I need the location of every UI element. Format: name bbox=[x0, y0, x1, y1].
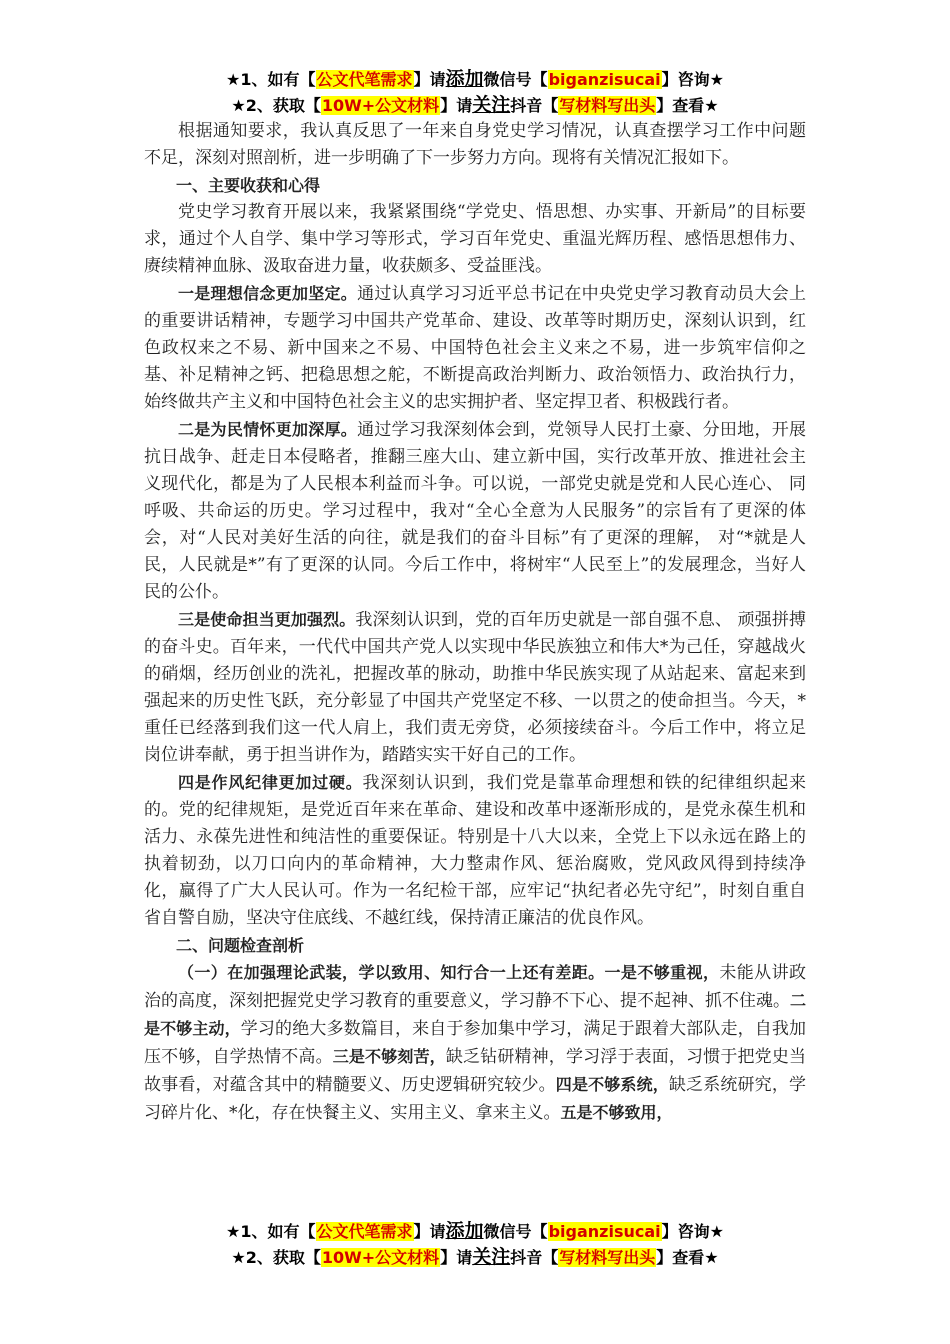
banner-line-2 bbox=[0, 1244, 950, 1270]
paragraph-text: 学习的绝大多数篇目，来自于参加集中学习，满足于跟着大部队走，自我加压不够，自学热情不高。 bbox=[144, 1019, 806, 1067]
banner-highlight: 10W+公文材料 bbox=[321, 96, 440, 115]
paragraph-text: 通过认真学习习近平总书记在中央党史学习教育动员大会上的重要讲话精神，专题学习中国共产党革命、建设、改革等时期历史，深刻认识到，红色政权来之不易、新中国来之不易、中国特色社会主义来之不易，进一步筑牢信仰之基、补足精神之钙、把稳思想之舵，不断提高政治判断力、政治领悟力、政治执行力，始终做共产主义和中国特色社会主义的忠实拥护者、坚定捍卫者、积极践行者。 bbox=[144, 284, 806, 412]
footer-banner bbox=[0, 1218, 950, 1270]
banner-emphasis: 关注 bbox=[472, 1246, 511, 1268]
section-heading-1: 一、主要收获和心得 bbox=[176, 176, 321, 195]
banner-text: ★1、如有【 bbox=[226, 1222, 316, 1241]
paragraph bbox=[144, 959, 806, 1127]
banner-highlight: 公文代笔需求 bbox=[316, 70, 413, 89]
banner-text: 】查看★ bbox=[656, 96, 719, 115]
banner-highlight: 写材料写出头 bbox=[559, 96, 656, 115]
lead-phrase: 五是不够致用， bbox=[560, 1103, 673, 1122]
section-heading-2: 二、问题检查剖析 bbox=[176, 936, 305, 955]
banner-emphasis: 添加 bbox=[445, 68, 484, 90]
banner-line-2 bbox=[0, 92, 950, 118]
banner-text: 微信号【 bbox=[483, 1222, 548, 1241]
paragraph-text: 缺乏系统研究，学习碎片化、*化，存在快餐主义、实用主义、拿来主义。 bbox=[144, 1075, 806, 1123]
banner-text: 】咨询★ bbox=[661, 1222, 724, 1241]
lead-phrase: （一）在加强理论武装，学以致用、知行合一上还有差距。一是不够重视， bbox=[178, 963, 720, 982]
banner-emphasis: 关注 bbox=[472, 94, 511, 116]
paragraph-text: 未能从讲政治的高度，深刻把握党史学习教育的重要意义，学习静不下心、提不起神、抓不住魂。 bbox=[144, 963, 806, 1011]
paragraph: 党史学习教育开展以来，我紧紧围绕“学党史、悟思想、办实事、开新局”的目标要求，通过个人自学、集中学习等形式，学习百年党史、重温光辉历程、感悟思想伟力、赓续精神血脉、汲取奋进力量，收获颇多、受益匪浅。 bbox=[144, 202, 806, 276]
header-banner bbox=[0, 66, 950, 118]
banner-text: ★1、如有【 bbox=[226, 70, 316, 89]
lead-phrase: 三是使命担当更加强烈。 bbox=[178, 610, 356, 629]
intro-paragraph: 根据通知要求，我认真反思了一年来自身党史学习情况，认真查摆学习工作中问题不足，深刻对照剖析，进一步明确了下一步努力方向。现将有关情况汇报如下。 bbox=[144, 121, 806, 168]
lead-phrase: 四是不够系统， bbox=[555, 1075, 669, 1094]
paragraph-text: 我深刻认识到，党的百年历史就是一部自强不息、 顽强拼搏的奋斗史。百年来，一代代中国共产党人以实现中华民族独立和伟大*为己任，穿越战火的硝烟，经历创业的洗礼，把握改革的脉动，助推中华民族实现了从站起来、富起来到强起来的历史性飞跃，充分彰显了中国共产党坚定不移、一以贯之的使命担当。今天，*重任已经落到我们这一代人肩上，我们责无旁贷，必须接续奋斗。今后工作中，将立足岗位讲奉献，勇于担当讲作为，踏踏实实干好自己的工作。 bbox=[144, 610, 806, 765]
banner-text: 抖音【 bbox=[510, 1248, 559, 1267]
banner-text: ★2、获取【 bbox=[231, 1248, 321, 1267]
paragraph bbox=[144, 606, 806, 769]
lead-phrase: 二是为民情怀更加深厚。 bbox=[178, 420, 358, 439]
banner-emphasis: 添加 bbox=[445, 1220, 484, 1242]
paragraph bbox=[144, 769, 806, 932]
banner-text: 】咨询★ bbox=[661, 70, 724, 89]
banner-text: 】查看★ bbox=[656, 1248, 719, 1267]
banner-text: 】请 bbox=[440, 96, 473, 115]
banner-line-1 bbox=[0, 66, 950, 92]
banner-highlight: 10W+公文材料 bbox=[321, 1248, 440, 1267]
document-body bbox=[144, 118, 806, 1127]
banner-text: 】请 bbox=[440, 1248, 473, 1267]
banner-text: ★2、获取【 bbox=[231, 96, 321, 115]
banner-text: 抖音【 bbox=[510, 96, 559, 115]
banner-line-1 bbox=[0, 1218, 950, 1244]
banner-text: 微信号【 bbox=[483, 70, 548, 89]
paragraph-text: 我深刻认识到，我们党是靠革命理想和铁的纪律组织起来的。党的纪律规矩，是党近百年来在革命、建设和改革中逐渐形成的，是党永葆生机和活力、永葆先进性和纯洁性的重要保证。特别是十八大以来，全党上下以永远在路上的执着韧劲，以刀口向内的革命精神，大力整肃作风、惩治腐败，党风政风得到持续净化，赢得了广大人民认可。作为一名纪检干部，应牢记“执纪者必先守纪”，时刻自重自省自警自励，坚决守住底线、不越红线，保持清正廉洁的优良作风。 bbox=[144, 773, 806, 928]
banner-highlight: 写材料写出头 bbox=[559, 1248, 656, 1267]
banner-text: 】请 bbox=[413, 70, 446, 89]
lead-phrase: 二是不够主动， bbox=[144, 991, 807, 1038]
banner-text: 】请 bbox=[413, 1222, 446, 1241]
paragraph-text: 通过学习我深刻体会到，党领导人民打土豪、分田地，开展抗日战争、赶走日本侵略者，推翻三座大山、建立新中国，实行改革开放、推进社会主义现代化，都是为了人民根本利益而斗争。可以说，一部党史就是党和人民心连心、 同呼吸、共命运的历史。学习过程中，我对“全心全意为人民服务”的宗旨有了更深的体会，对“人民对美好生活的向往，就是我们的奋斗目标”有了更深的理解， 对“*就是人民，人民就是*”有了更深的认同。今后工作中，将树牢“人民至上”的发展理念，当好人民的公仆。 bbox=[144, 420, 806, 602]
banner-highlight: biganzisucai bbox=[548, 70, 661, 89]
paragraph bbox=[144, 280, 806, 416]
paragraph bbox=[144, 416, 806, 606]
lead-phrase: 四是作风纪律更加过硬。 bbox=[178, 773, 363, 792]
lead-phrase: 三是不够刻苦， bbox=[332, 1047, 446, 1066]
lead-phrase: 一是理想信念更加坚定。 bbox=[178, 284, 358, 303]
paragraph-text: 缺乏钻研精神，学习浮于表面，习惯于把党史当故事看，对蕴含其中的精髓要义、历史逻辑研究较少。 bbox=[144, 1047, 806, 1095]
banner-highlight: 公文代笔需求 bbox=[316, 1222, 413, 1241]
banner-highlight: biganzisucai bbox=[548, 1222, 661, 1241]
